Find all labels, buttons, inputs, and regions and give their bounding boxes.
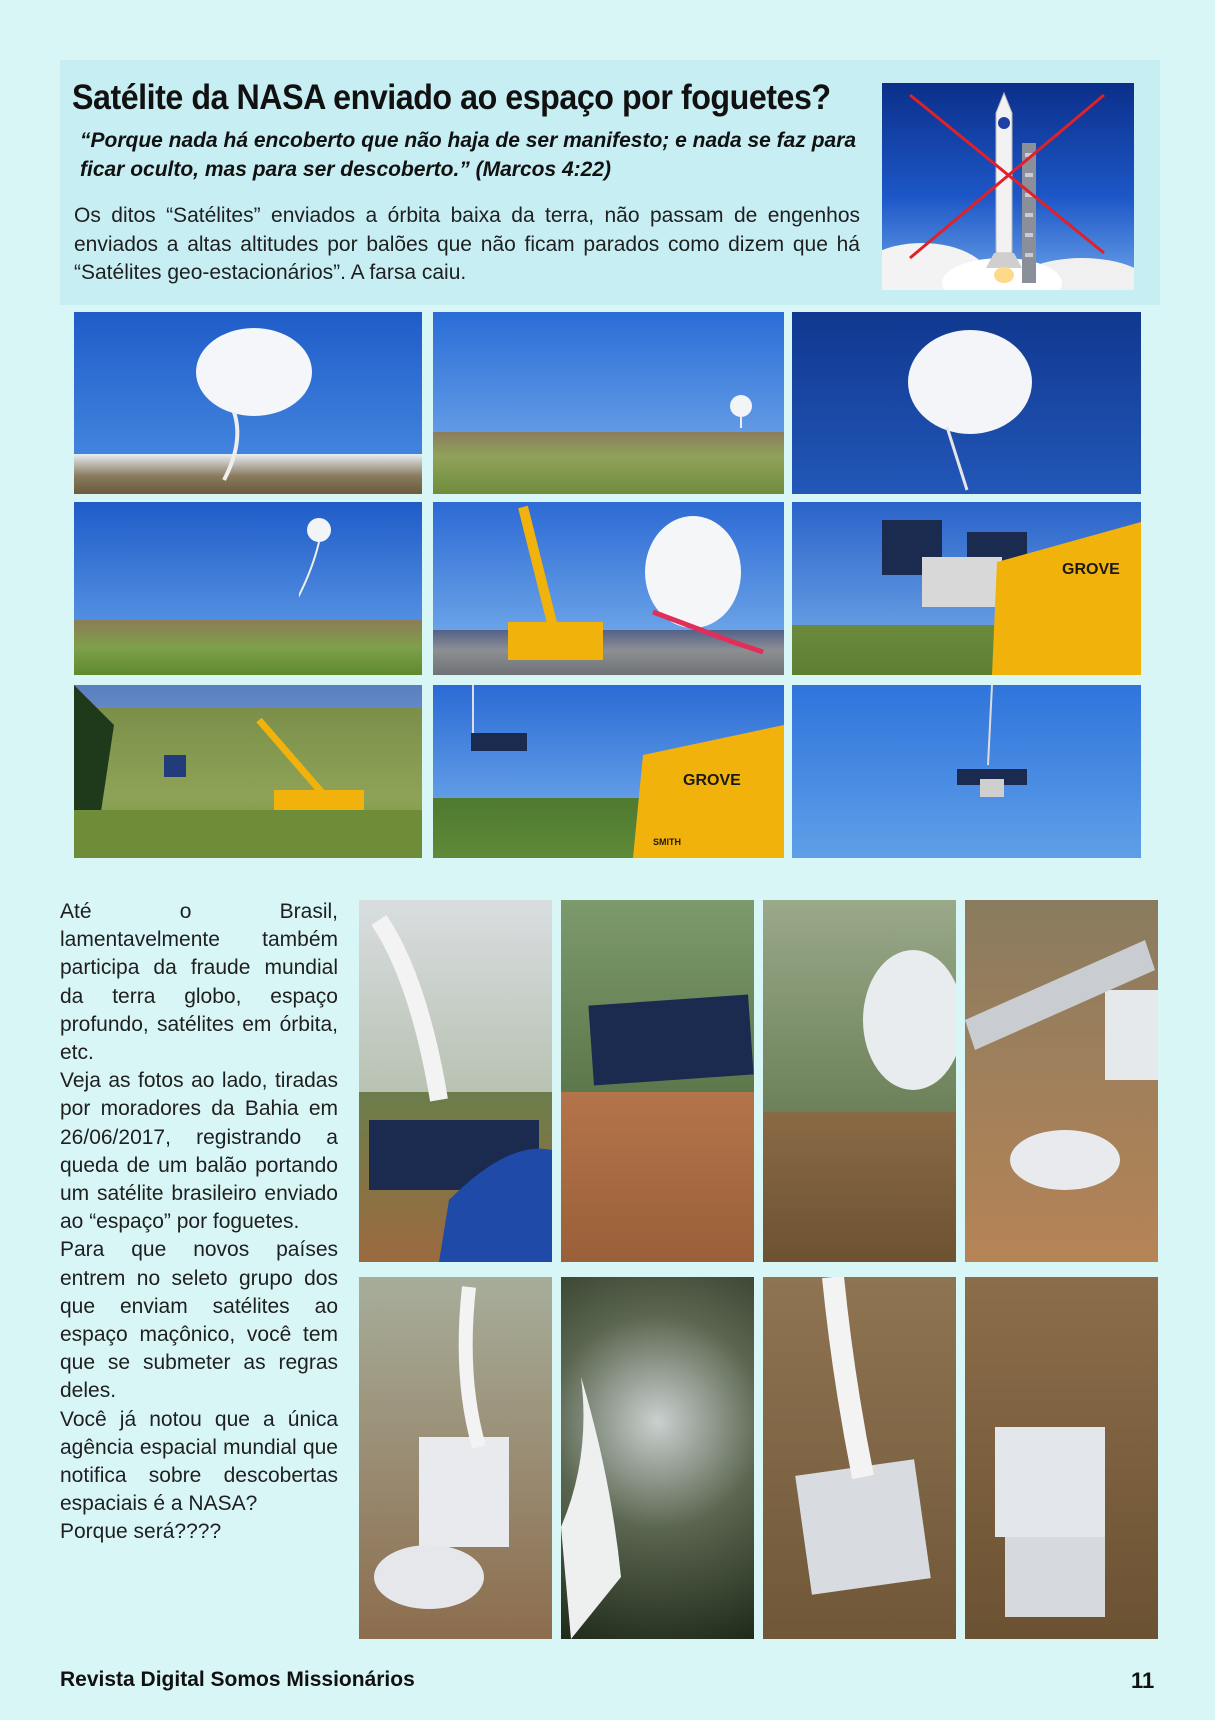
magazine-name: Revista Digital Somos Missionários (60, 1668, 415, 1691)
intro-paragraph: Os ditos “Satélites” enviados a órbita baixa da terra, não passam de engenhos enviados a altas altitudes por balões que não ficam parados como dizem que há “Satélites geo-estacionários”. A farsa caiu. (74, 204, 860, 284)
balloon-launch-photo-1 (74, 312, 422, 494)
bahia-crash-photo-7 (763, 1277, 956, 1639)
crossed-rocket-image (882, 83, 1134, 290)
bahia-crash-photo-2 (561, 900, 754, 1262)
bahia-crash-photo-4 (965, 900, 1158, 1262)
bahia-crash-photo-6 (561, 1277, 754, 1639)
satellite-in-sky-photo (792, 685, 1141, 858)
crane-brand-label-2: GROVE (683, 772, 741, 789)
crane-brand-label-1: GROVE (1062, 561, 1120, 578)
balloon-launch-photo-2 (433, 312, 784, 494)
satellite-hoist-photo (433, 685, 784, 858)
brazil-satellite-text (60, 898, 338, 1547)
crane-satellite-photo (792, 502, 1141, 675)
crane-launch-field-photo (74, 685, 422, 858)
bahia-crash-photo-3 (763, 900, 956, 1262)
bible-quote: “Porque nada há encoberto que não haja de ser manifesto; e nada se faz para ficar oculto, mas para ser descoberto.” (Marcos 4:22) (80, 129, 857, 181)
crane-company-label: SMITH (653, 837, 681, 847)
page-title: Satélite da NASA enviado ao espaço por foguetes? (72, 78, 831, 117)
balloon-launch-photo-4 (74, 502, 422, 675)
bahia-crash-photo-1 (359, 900, 552, 1262)
side-paragraph-2: Veja as fotos ao lado, tiradas por moradores da Bahia em 26/06/2017, registrando a queda de um balão portando um satélite brasileiro enviado ao “espaço” por foguetes. (60, 1069, 338, 1234)
side-paragraph-4: Você já notou que a única agência espacial mundial que notifica sobre descobertas espaciais é a NASA? (60, 1407, 338, 1516)
bahia-crash-photo-5 (359, 1277, 552, 1639)
crane-balloon-photo (433, 502, 784, 675)
page-number: 11 (1131, 1668, 1155, 1693)
side-paragraph-1: Até o Brasil, lamentavelmente também participa da fraude mundial da terra globo, espaço profundo, satélites em órbita, etc. (60, 900, 338, 1065)
side-paragraph-3: Para que novos países entrem no seleto grupo dos que enviam satélites ao espaço maçônico, você tem que se submeter as regras deles. (60, 1238, 338, 1403)
side-paragraph-5: Porque será???? (60, 1520, 222, 1544)
balloon-launch-photo-3 (792, 312, 1141, 494)
bahia-crash-photo-8 (965, 1277, 1158, 1639)
